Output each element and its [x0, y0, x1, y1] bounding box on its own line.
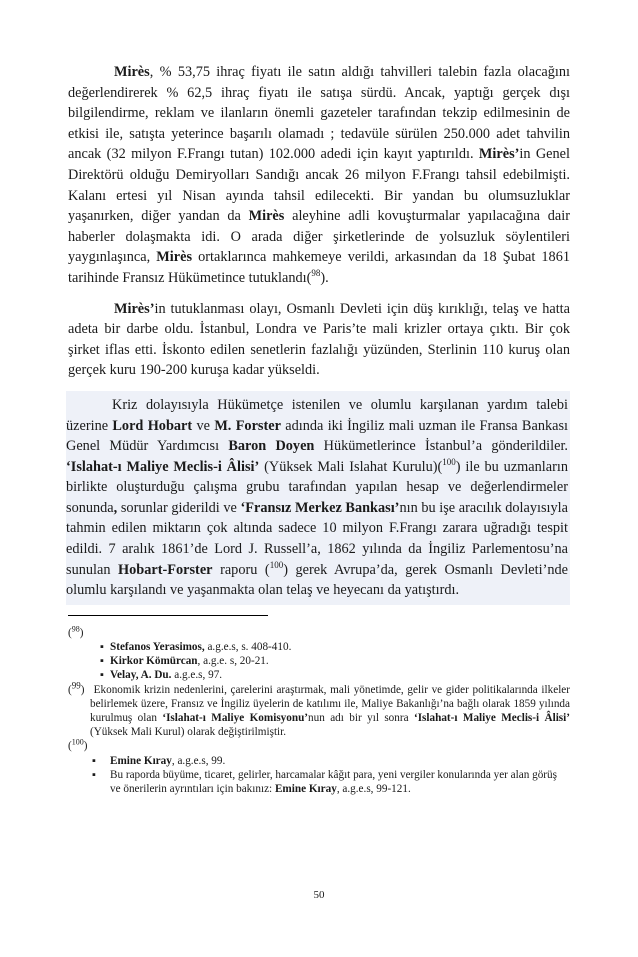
term-fransiz-merkez-bankasi: ‘Fransız Merkez Bankası’	[240, 499, 400, 516]
list-item: ▪ Emine Kıray, a.g.e.s, 99.	[92, 754, 570, 768]
footnote-98-list	[100, 640, 570, 683]
footnote-ref-98[interactable]: 98	[311, 268, 321, 279]
footnote-100-mark: ($^{100}$)	[68, 737, 88, 753]
footnote-ref-100[interactable]: 100	[269, 559, 284, 570]
footnote-ref-99[interactable]: 100	[442, 456, 456, 467]
name-mires: Mirès	[114, 64, 150, 80]
name-mires: Mirès’	[114, 300, 155, 317]
list-item: ▪ Velay, A. Du. a.g.e.s, 97.	[100, 668, 570, 682]
name-m-forster: M. Forster	[214, 417, 281, 434]
name-lord-hobart: Lord Hobart	[112, 417, 193, 434]
paragraph-3-highlighted: Kriz dolayısıyla Hükümetçe istenilen ve olumlu karşılanan yardım talebi üzerine Lord Hobart ve M. Forster adında iki İngiliz mali uzman ile Fransa Bankası Genel Müdür Yardımcısı Baron Doyen Hükümetlerince İstanbul’a gönderildiler. ‘Islahat-ı Maliye Meclis-i Âlisi’ (Yüksek Mali Islahat Kurulu)($^{100}$) ile bu uzmanların birlikte oluşturduğu çalışma grubu tarafından yapılan hesap ve değerlendirmeler sonunda, sorunlar giderildi ve ‘Fransız Merkez Bankası’nın bu işe aracılık dolayısıyla tahmin edilen miktarın çok altında sadece 10 milyon F.Frangı zarara uğradığı tespit edildi. 7 aralık 1861’de Lord J. Russell’a, 1862 yılında da İngiliz Parlementosu’na sunulan Hobart-Forster raporu ($^{100}$) gerek Avrupa’da, gerek Osmanlı Devleti’nde olumlu karşılandı ve yaşanmakta olan telaş ve heyecanı da yatıştırdı.	[66, 391, 570, 605]
footnote-100-list	[92, 754, 570, 797]
name-mires: Mirès	[156, 249, 193, 266]
footnote-99: ($^{99}$) Ekonomik krizin nedenlerini, çarelerini araştırmak, mali yönetimde, gelir ve gider politikalarında ilkeler belirlemek üzere, Fransız ve İngiliz üyelerin de katılımı ile, Maliye Bakanlığı’na bağlı olarak 1859 yılında kurulmuş olan ‘Islahat-ı Maliye Komisyonu’nun adı bir yıl sonra ‘Islahat-ı Maliye Meclis-i Âlisi’ (Yüksek Mali Kurul) olarak değiştirilmiştir.	[68, 679, 570, 739]
page-number: 50	[313, 889, 325, 901]
list-item: ▪ Kirkor Kömürcan, a.g.e. s, 20-21.	[100, 654, 570, 668]
document-page	[68, 62, 570, 796]
footnote-98-mark: ($^{98}$)	[68, 624, 84, 639]
paragraph-1: Mirès, % 53,75 ihraç fiyatı ile satın aldığı tahvilleri talebin fazla olacağını değerlendirerek % 62,5 ihraç fiyatı ile satışa sürdü. Ancak, yaptığı gerçek dışı bilgilendirme, reklam ve ilanların önemli gazeteler tarafından tekzip edilmesinin de etkisi ile, satışta yeterince başarılı olamadı ; tedavüle sürülen 250.000 adet tahvilin ancak (32 milyon F.Frangı tutan) 102.000 adedi için kayıt yaptırıldı. Mirès’in Genel Direktörü olduğu Demiryolları Sandığı ancak 26 milyon F.Frangı tahsil edebilmişti. Kalanı ertesi yıl Nisan ayında tahsil edilecekti. Bir yandan bu olumsuzluklar yaşanırken, diğer yandan da Mirès aleyhine adli kovuşturmalar yapılacağına dair haberler dolaşmakta idi. O arada diğer şirketlerinde de yolsuzluk söylentileri yaygınlaşınca, Mirès ortaklarınca mahkemeye verildi, arkasından da 18 Şubat 1861 tarihinde Fransız Hükümetince tutuklandı($^{98}$).	[68, 64, 570, 286]
footnotes	[68, 626, 570, 796]
paragraph-2: Mirès’in tutuklanması olayı, Osmanlı Devleti için düş kırıklığı, telaş ve hatta adeta bir darbe oldu. İstanbul, Londra ve Paris’te mali krizler ortaya çıktı. Bir çok şirket iflas etti. İskonto edilen senetlerin fazlalığı yüzünden, Sterlinin 110 kuruş olan gerçek kuru 190-200 kuruşa kadar yükseldi.	[68, 300, 570, 379]
name-baron-doyen: Baron Doyen	[228, 438, 315, 455]
list-item: ▪ Stefanos Yerasimos, a.g.e.s, s. 408-410.	[100, 640, 570, 654]
name-mires: Mirès’	[478, 146, 520, 163]
footnote-separator	[68, 615, 268, 616]
term-hobart-forster: Hobart-Forster	[118, 561, 213, 578]
list-item: ▪ Bu raporda büyüme, ticaret, gelirler, harcamalar kâğıt para, yeni vergiler konularında yer alan görüş ve önerilerin ayrıntıları için bakınız: Emine Kıray, a.g.e.s, 99-121.	[92, 768, 570, 796]
footnote-99-mark: ($^{99}$)	[68, 679, 85, 696]
term-islahat-meclis: ‘Islahat-ı Maliye Meclis-i Âlisi’	[66, 458, 260, 475]
name-mires: Mirès	[248, 208, 285, 225]
